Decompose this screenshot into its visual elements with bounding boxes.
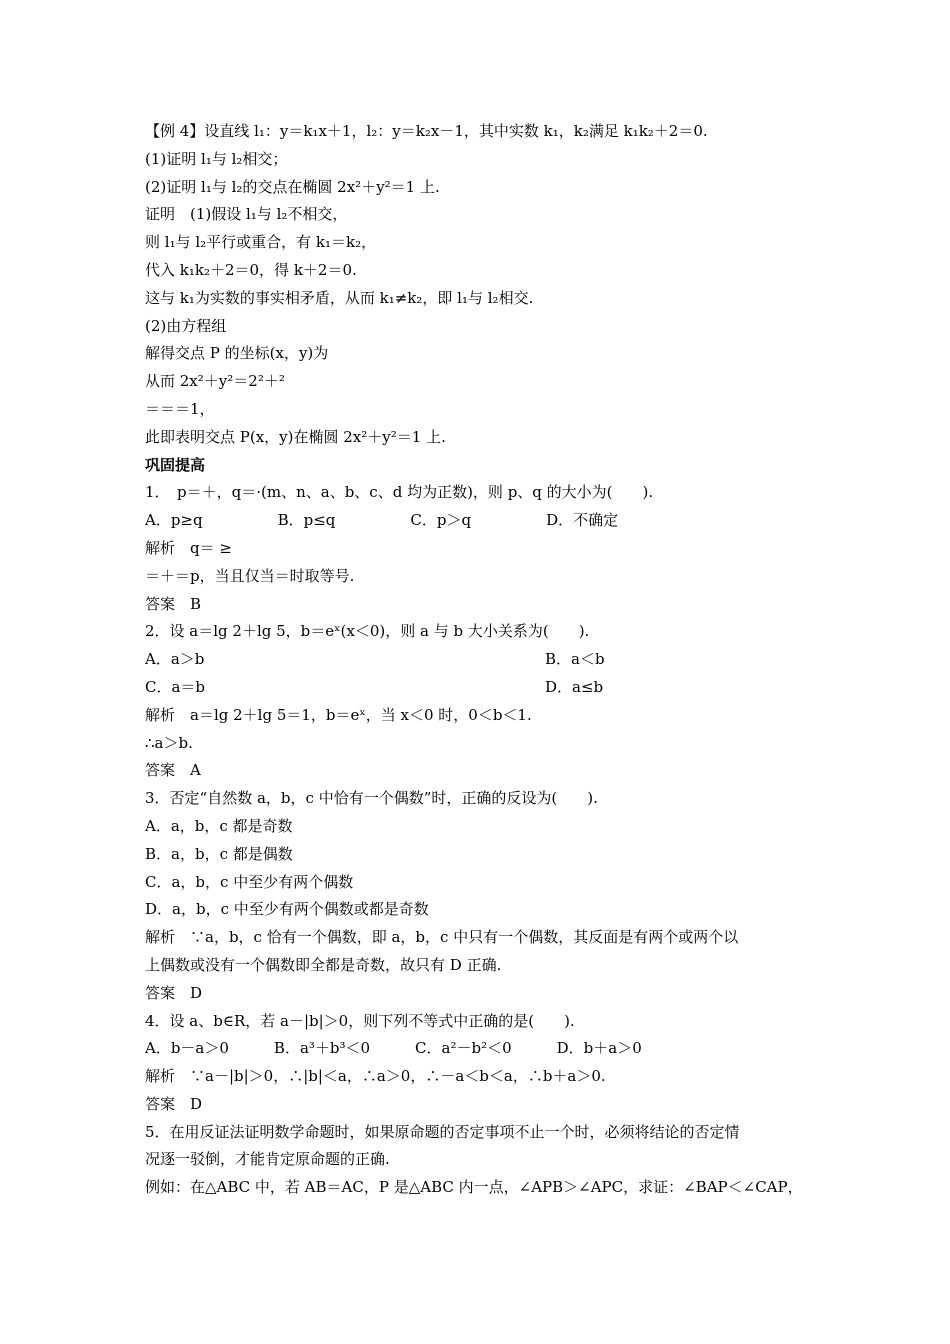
q3-option-a: A．a，b，c 都是奇数 [145, 816, 293, 835]
q2-options-row-1 [145, 646, 825, 674]
proof-line-3: 代入 k₁k₂＋2＝0，得 k＋2＝0. [145, 260, 357, 279]
q2-option-b: B．a＜b [545, 650, 605, 669]
q1-options: A．p≥q B．p≤q C．p＞q D．不确定 [145, 511, 619, 530]
part-1-question: (1)证明 l₁与 l₂相交； [145, 149, 288, 168]
q5-stem-2: 况逐一驳倒，才能肯定原命题的正确. [145, 1150, 390, 1169]
q2-stem: 2．设 a＝lg 2＋lg 5，b＝eˣ(x＜0)，则 a 与 b 大小关系为( ). [145, 622, 590, 641]
q4-answer: 答案 D [145, 1094, 203, 1113]
q3-answer: 答案 D [145, 983, 203, 1002]
q3-option-b: B．a，b，c 都是偶数 [145, 844, 293, 863]
q5-stem-1: 5．在用反证法证明数学命题时，如果原命题的否定事项不止一个时，必须将结论的否定情 [145, 1122, 740, 1141]
q4-options: A．b－a＞0 B．a³＋b³＜0 C．a²－b²＜0 D．b＋a＞0 [145, 1039, 642, 1058]
q2-analysis-1: 解析 a＝lg 2＋lg 5＝1，b＝eˣ，当 x＜0 时，0＜b＜1. [145, 705, 532, 724]
q2-analysis-2: ∴a＞b. [145, 733, 193, 752]
proof-part-2-line-3: 从而 2x²＋y²＝2²＋² [145, 372, 285, 391]
q4-analysis: 解析 ∵a－|b|＞0，∴|b|＜a，∴a＞0，∴－a＜b＜a，∴b＋a＞0. [145, 1067, 606, 1086]
proof-line-4: 这与 k₁为实数的事实相矛盾，从而 k₁≠k₂，即 l₁与 l₂相交. [145, 288, 534, 307]
example-4-statement: 【例 4】设直线 l₁：y＝k₁x＋1，l₂：y＝k₂x－1，其中实数 k₁，k₂满足 k₁k₂＋2＝0. [145, 122, 708, 140]
proof-line-2: 则 l₁与 l₂平行或重合，有 k₁＝k₂， [145, 233, 377, 252]
q1-analysis-2: ＝＋＝p，当且仅当＝时取等号. [145, 566, 355, 585]
q5-example: 例如：在△ABC 中，若 AB＝AC，P 是△ABC 内一点，∠APB＞∠APC，求证：∠BAP＜∠CAP， [145, 1178, 803, 1197]
q2-option-a: A．a＞b [145, 650, 205, 669]
q3-analysis-1: 解析 ∵a，b，c 恰有一个偶数，即 a，b，c 中只有一个偶数，其反面是有两个或两个以 [145, 928, 739, 947]
proof-part-2-line-4: ＝＝＝1， [145, 399, 215, 418]
q1-answer: 答案 B [145, 594, 202, 613]
q2-option-c: C．a＝b [145, 677, 206, 696]
q1-analysis-1: 解析 q＝ ≥ [145, 538, 232, 557]
q3-stem: 3．否定“自然数 a，b，c 中恰有一个偶数”时，正确的反设为( ). [145, 789, 598, 808]
proof-part-2-line-5: 此即表明交点 P(x，y)在椭圆 2x²＋y²＝1 上. [145, 427, 446, 446]
q3-option-c: C．a，b，c 中至少有两个偶数 [145, 872, 354, 891]
proof-part-2-line-2: 解得交点 P 的坐标(x，y)为 [145, 344, 329, 363]
q2-option-d: D．a≤b [545, 677, 604, 696]
section-heading: 巩固提高 [145, 455, 206, 474]
q2-answer: 答案 A [145, 761, 201, 780]
part-2-question: (2)证明 l₁与 l₂的交点在椭圆 2x²＋y²＝1 上. [145, 177, 440, 196]
proof-part-2-line-1: (2)由方程组 [145, 316, 227, 335]
q2-options-row-2 [145, 674, 825, 702]
q3-analysis-2: 上偶数或没有一个偶数即全都是奇数，故只有 D 正确. [145, 955, 502, 974]
q1-stem: 1． p＝＋，q＝·(m、n、a、b、c、d 均为正数)，则 p、q 的大小为( ). [145, 483, 654, 502]
q4-stem: 4．设 a、b∈R，若 a－|b|＞0，则下列不等式中正确的是( ). [145, 1011, 575, 1030]
q3-option-d: D．a，b，c 中至少有两个偶数或都是奇数 [145, 900, 429, 919]
proof-line-1: 证明 (1)假设 l₁与 l₂不相交， [145, 205, 348, 224]
document-body [145, 118, 825, 1202]
